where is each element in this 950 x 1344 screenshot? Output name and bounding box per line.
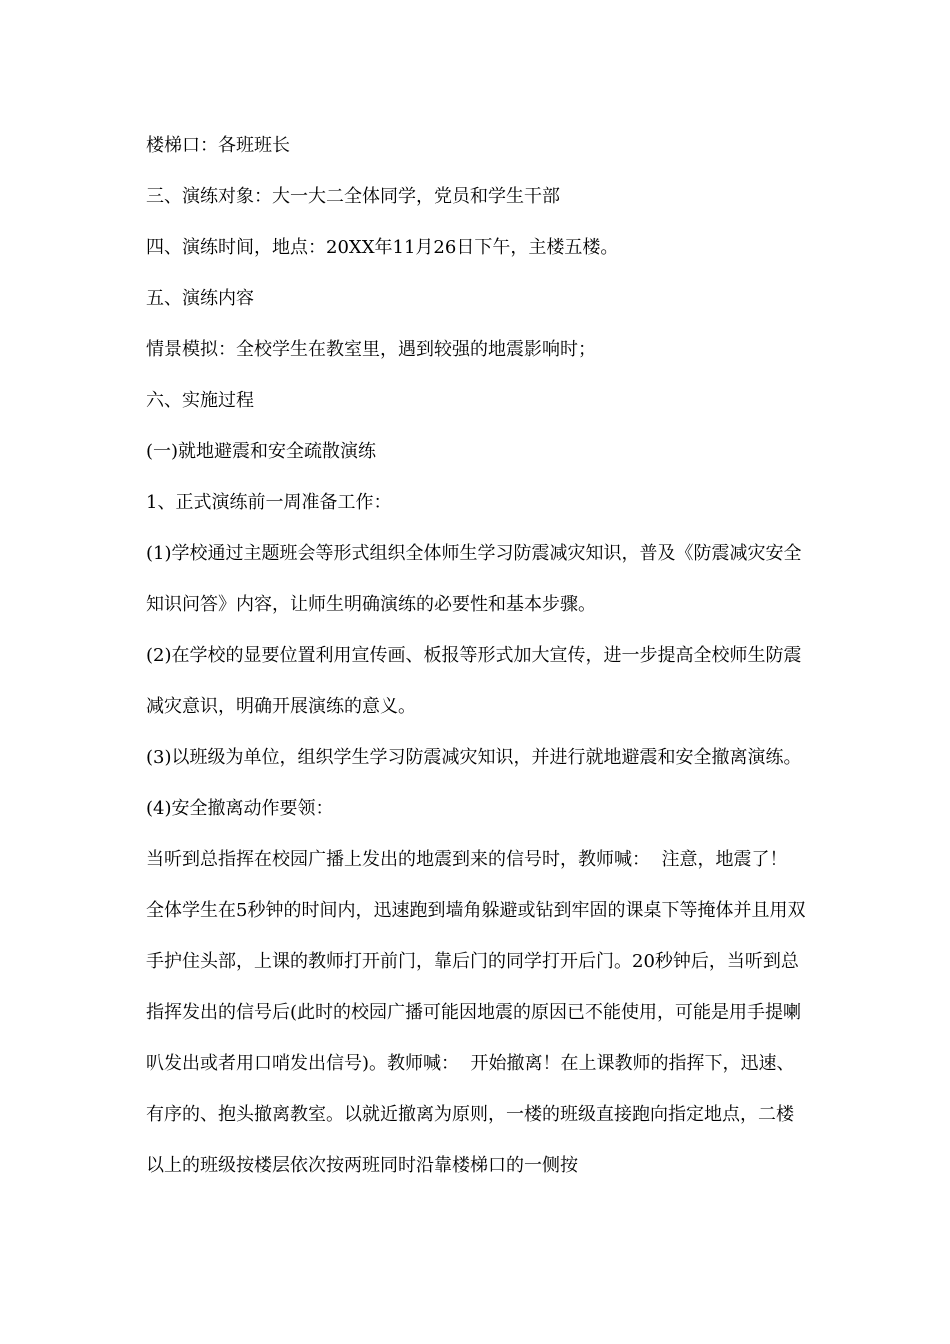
paragraph-stairway-monitors: 楼梯口：各班班长: [146, 135, 290, 156]
heading-evacuation-drill: (一)就地避震和安全疏散演练: [146, 441, 377, 462]
heading-preparation: 1、正式演练前一周准备工作：: [146, 492, 392, 513]
paragraph-drill-time-place: 四、演练时间，地点：20XX年11月26日下午，主楼五楼。: [146, 237, 619, 258]
paragraph-item-4: (4)安全撤离动作要领：: [146, 798, 334, 819]
heading-drill-content: 五、演练内容: [146, 288, 254, 309]
paragraph-drill-participants: 三、演练对象：大一大二全体同学，党员和学生干部: [146, 186, 560, 207]
paragraph-item-2: (2)在学校的显要位置利用宣传画、板报等形式加大宣传，进一步提高全校师生防震减灾意识，明确开展演练的意义。: [146, 645, 802, 717]
paragraph-item-1: (1)学校通过主题班会等形式组织全体师生学习防震减灾知识，普及《防震减灾安全知识问答》内容，让师生明确演练的必要性和基本步骤。: [146, 543, 802, 615]
paragraph-scenario: 情景模拟：全校学生在教室里，遇到较强的地震影响时；: [146, 339, 596, 360]
document-body: [146, 120, 810, 1191]
paragraph-evacuation-procedure: 当听到总指挥在校园广播上发出的地震到来的信号时，教师喊： 注意，地震了！ 全体学生在5秒钟的时间内，迅速跑到墙角躲避或钻到牢固的课桌下等掩体并且用双手护住头部，上课的教师打开前门，靠后门的同学打开后门。20秒钟后，当听到总指挥发出的信号后(此时的校园广播可能因地震的原因已不能使用，可能是用手提喇叭发出或者用口哨发出信号)。教师喊： 开始撤离！在上课教师的指挥下，迅速、有序的、抱头撤离教室。以就近撤离为原则，一楼的班级直接跑向指定地点，二楼以上的班级按楼层依次按两班同时沿靠楼梯口的一侧按: [146, 849, 806, 1176]
heading-implementation: 六、实施过程: [146, 390, 254, 411]
paragraph-item-3: (3)以班级为单位，组织学生学习防震减灾知识，并进行就地避震和安全撤离演练。: [146, 747, 802, 768]
